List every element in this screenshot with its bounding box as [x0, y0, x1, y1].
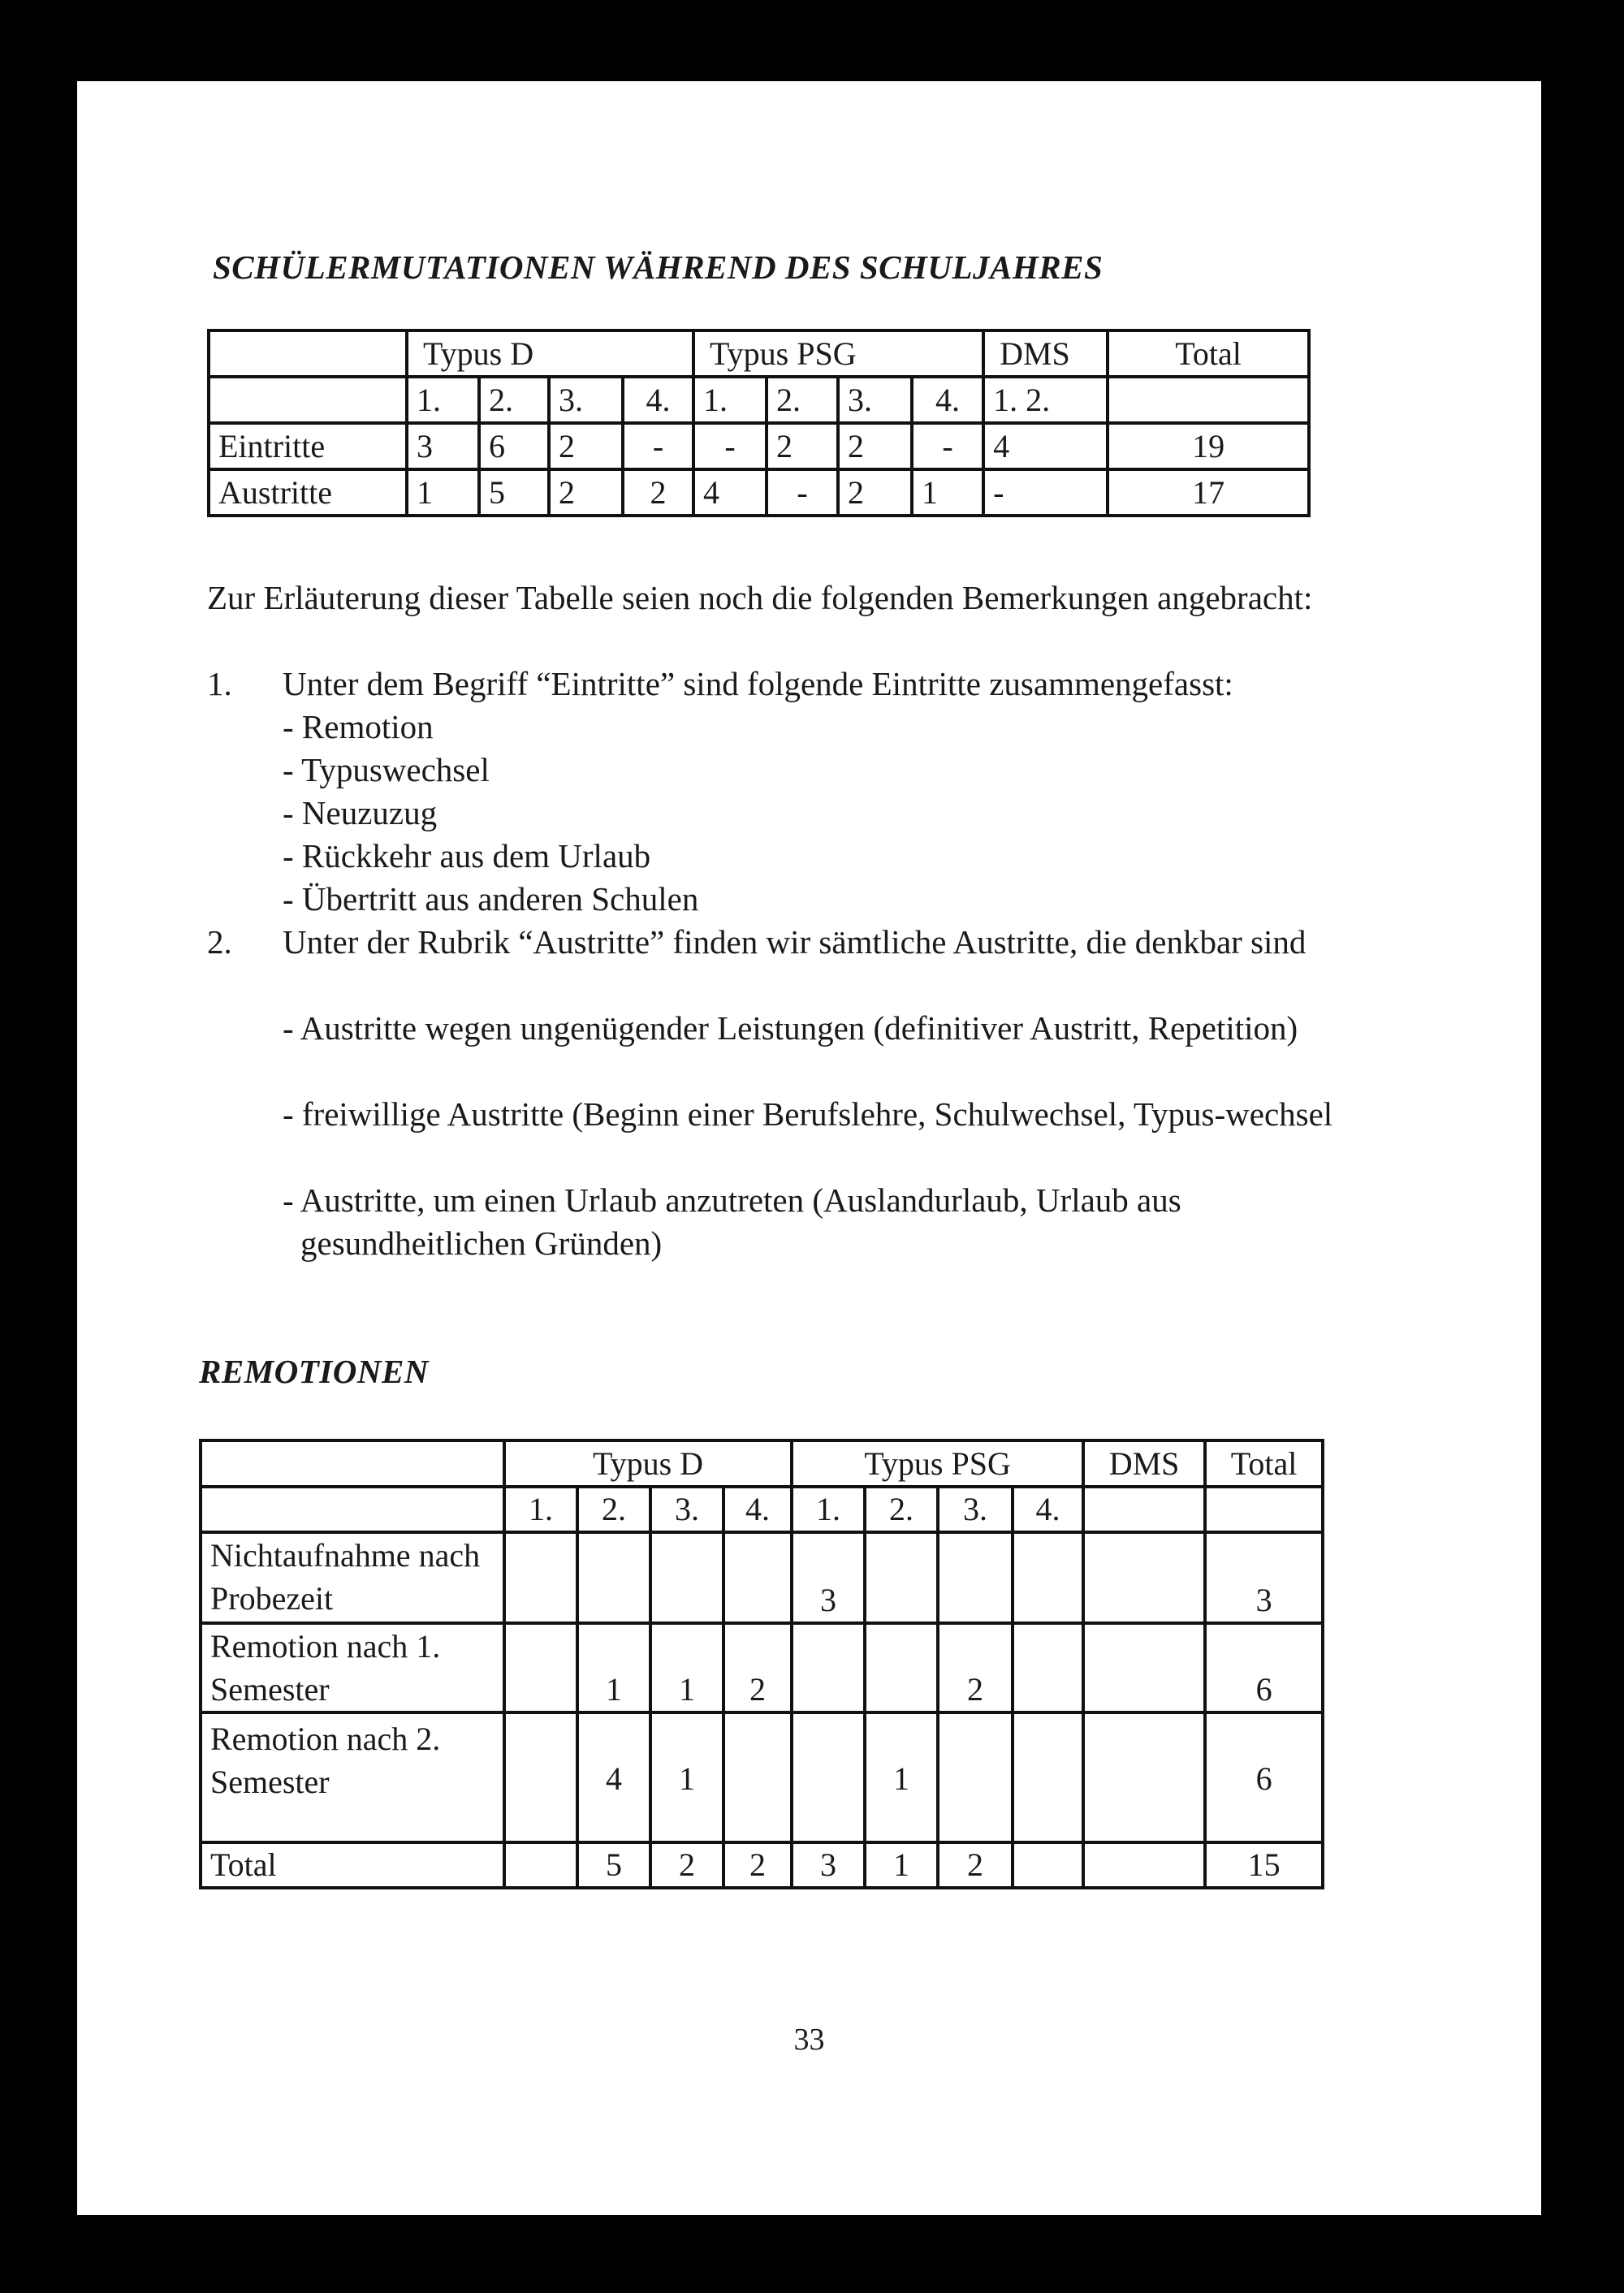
sub-item: - Übertritt aus anderen Schulen	[283, 880, 699, 918]
remotionen-table	[199, 1439, 1324, 1889]
data-cell: 2	[723, 1623, 792, 1712]
data-cell	[577, 1532, 650, 1623]
row-total: 15	[1205, 1842, 1323, 1888]
data-cell: 2	[650, 1842, 723, 1888]
subheader-cell: 3.	[549, 377, 623, 423]
subheader-cell: 4.	[1013, 1487, 1083, 1532]
sub-item: - Neuzuzug	[283, 794, 438, 831]
subheader-label-cell	[209, 377, 407, 423]
subheader-label-cell	[201, 1487, 504, 1532]
data-cell: 5	[577, 1842, 650, 1888]
subheader-cell: 1.	[407, 377, 479, 423]
subheader-cell: 4.	[912, 377, 983, 423]
subheader-cell: 1.	[504, 1487, 577, 1532]
subheader-total-cell	[1205, 1487, 1323, 1532]
row-label: Remotion nach 1. Semester	[201, 1623, 504, 1712]
data-cell: 2	[938, 1842, 1013, 1888]
mutationen-table	[207, 329, 1311, 517]
corner-cell	[209, 330, 407, 377]
item-text: Unter der Rubrik “Austritte” finden wir sämtliche Austritte, die denkbar sind	[283, 923, 1307, 961]
group-typus-psg: Typus PSG	[792, 1440, 1083, 1487]
subheader-cell: 2.	[767, 377, 838, 423]
subheader-dms-cell	[1083, 1487, 1205, 1532]
row-label: Nichtaufnahme nach Probezeit	[201, 1532, 504, 1623]
data-cell	[938, 1712, 1013, 1842]
group-typus-d: Typus D	[407, 330, 693, 377]
row-total: 19	[1108, 423, 1309, 469]
data-cell	[650, 1532, 723, 1623]
document-page	[77, 81, 1541, 2215]
subheader-row	[209, 377, 1309, 423]
table-row	[201, 1712, 1323, 1842]
data-cell: 2	[767, 423, 838, 469]
data-cell: 6	[479, 423, 549, 469]
data-cell: 3	[407, 423, 479, 469]
item-text: Unter dem Begriff “Eintritte” sind folgende Eintritte zusammengefasst:	[283, 665, 1233, 702]
sub-item: - Austritte, um einen Urlaub anzutreten (Auslandurlaub, Urlaub aus gesundheitlichen Gründen)	[283, 1181, 1181, 1262]
data-cell: -	[693, 423, 767, 469]
data-cell	[1083, 1623, 1205, 1712]
item-number: 1.	[207, 665, 232, 702]
subheader-cell: 1.	[792, 1487, 865, 1532]
data-cell	[723, 1532, 792, 1623]
group-typus-d: Typus D	[504, 1440, 792, 1487]
table-row	[209, 423, 1309, 469]
table-row-total	[201, 1842, 1323, 1888]
data-cell	[1083, 1712, 1205, 1842]
data-cell: 4	[577, 1712, 650, 1842]
table-row	[209, 469, 1309, 516]
data-cell	[504, 1712, 577, 1842]
corner-cell	[201, 1440, 504, 1487]
data-cell: 2	[838, 423, 912, 469]
table-row	[201, 1623, 1323, 1712]
data-cell: 1	[407, 469, 479, 516]
group-header-row	[201, 1440, 1323, 1487]
data-cell: 1	[865, 1712, 938, 1842]
data-cell: 1	[577, 1623, 650, 1712]
data-cell	[1013, 1532, 1083, 1623]
data-cell	[504, 1623, 577, 1712]
page-number: 33	[793, 2023, 825, 2057]
subheader-total-cell	[1108, 377, 1309, 423]
subheader-cell: 4.	[623, 377, 693, 423]
row-total: 3	[1205, 1532, 1323, 1623]
data-cell	[865, 1532, 938, 1623]
data-cell: -	[623, 423, 693, 469]
row-label: Eintritte	[209, 423, 407, 469]
data-cell: 3	[792, 1842, 865, 1888]
section-heading-remotionen: REMOTIONEN	[199, 1353, 429, 1390]
data-cell: 2	[838, 469, 912, 516]
data-cell	[1083, 1532, 1205, 1623]
subheader-cell: 3.	[838, 377, 912, 423]
subheader-cell: 2.	[577, 1487, 650, 1532]
data-cell: 2	[623, 469, 693, 516]
data-cell: 2	[549, 423, 623, 469]
item-number: 2.	[207, 923, 232, 961]
subheader-cell: 1. 2.	[983, 377, 1108, 423]
data-cell	[938, 1532, 1013, 1623]
subheader-cell: 2.	[479, 377, 549, 423]
data-cell	[1013, 1712, 1083, 1842]
group-dms: DMS	[1083, 1440, 1205, 1487]
sub-item: - Typuswechsel	[283, 751, 490, 788]
sub-item: - Austritte wegen ungenügender Leistungen (definitiver Austritt, Repetition)	[283, 1009, 1298, 1047]
subheader-cell: 4.	[723, 1487, 792, 1532]
subheader-cell: 3.	[938, 1487, 1013, 1532]
data-cell: 2	[938, 1623, 1013, 1712]
data-cell	[1083, 1842, 1205, 1888]
row-total: 6	[1205, 1623, 1323, 1712]
data-cell	[1013, 1623, 1083, 1712]
sub-item: - freiwillige Austritte (Beginn einer Berufslehre, Schulwechsel, Typus-wechsel	[283, 1095, 1333, 1133]
data-cell	[504, 1842, 577, 1888]
group-total: Total	[1108, 330, 1309, 377]
data-cell: 5	[479, 469, 549, 516]
subheader-cell: 2.	[865, 1487, 938, 1532]
row-label: Total	[201, 1842, 504, 1888]
row-total: 17	[1108, 469, 1309, 516]
data-cell	[792, 1712, 865, 1842]
subheader-cell: 3.	[650, 1487, 723, 1532]
data-cell	[1013, 1842, 1083, 1888]
data-cell	[792, 1623, 865, 1712]
data-cell: -	[767, 469, 838, 516]
data-cell: 1	[650, 1623, 723, 1712]
group-dms: DMS	[983, 330, 1108, 377]
data-cell: 1	[865, 1842, 938, 1888]
row-label: Austritte	[209, 469, 407, 516]
row-total: 6	[1205, 1712, 1323, 1842]
data-cell: 1	[650, 1712, 723, 1842]
data-cell: 4	[983, 423, 1108, 469]
group-header-row	[209, 330, 1309, 377]
notes-block	[207, 576, 1470, 1324]
data-cell	[865, 1623, 938, 1712]
data-cell: 4	[693, 469, 767, 516]
data-cell: -	[983, 469, 1108, 516]
table-row	[201, 1532, 1323, 1623]
data-cell: -	[912, 423, 983, 469]
data-cell	[504, 1532, 577, 1623]
section-heading-mutationen: SCHÜLERMUTATIONEN WÄHREND DES SCHULJAHRES	[213, 248, 1104, 286]
subheader-row	[201, 1487, 1323, 1532]
subheader-cell: 1.	[693, 377, 767, 423]
group-typus-psg: Typus PSG	[693, 330, 983, 377]
data-cell: 3	[792, 1532, 865, 1623]
data-cell: 1	[912, 469, 983, 516]
group-total: Total	[1205, 1440, 1323, 1487]
data-cell: 2	[723, 1842, 792, 1888]
sub-item: - Rückkehr aus dem Urlaub	[283, 837, 651, 874]
data-cell: 2	[549, 469, 623, 516]
row-label: Remotion nach 2. Semester	[201, 1712, 504, 1842]
data-cell	[723, 1712, 792, 1842]
notes-intro: Zur Erläuterung dieser Tabelle seien noch die folgenden Bemerkungen angebracht:	[207, 579, 1313, 616]
sub-item: - Remotion	[283, 708, 434, 745]
